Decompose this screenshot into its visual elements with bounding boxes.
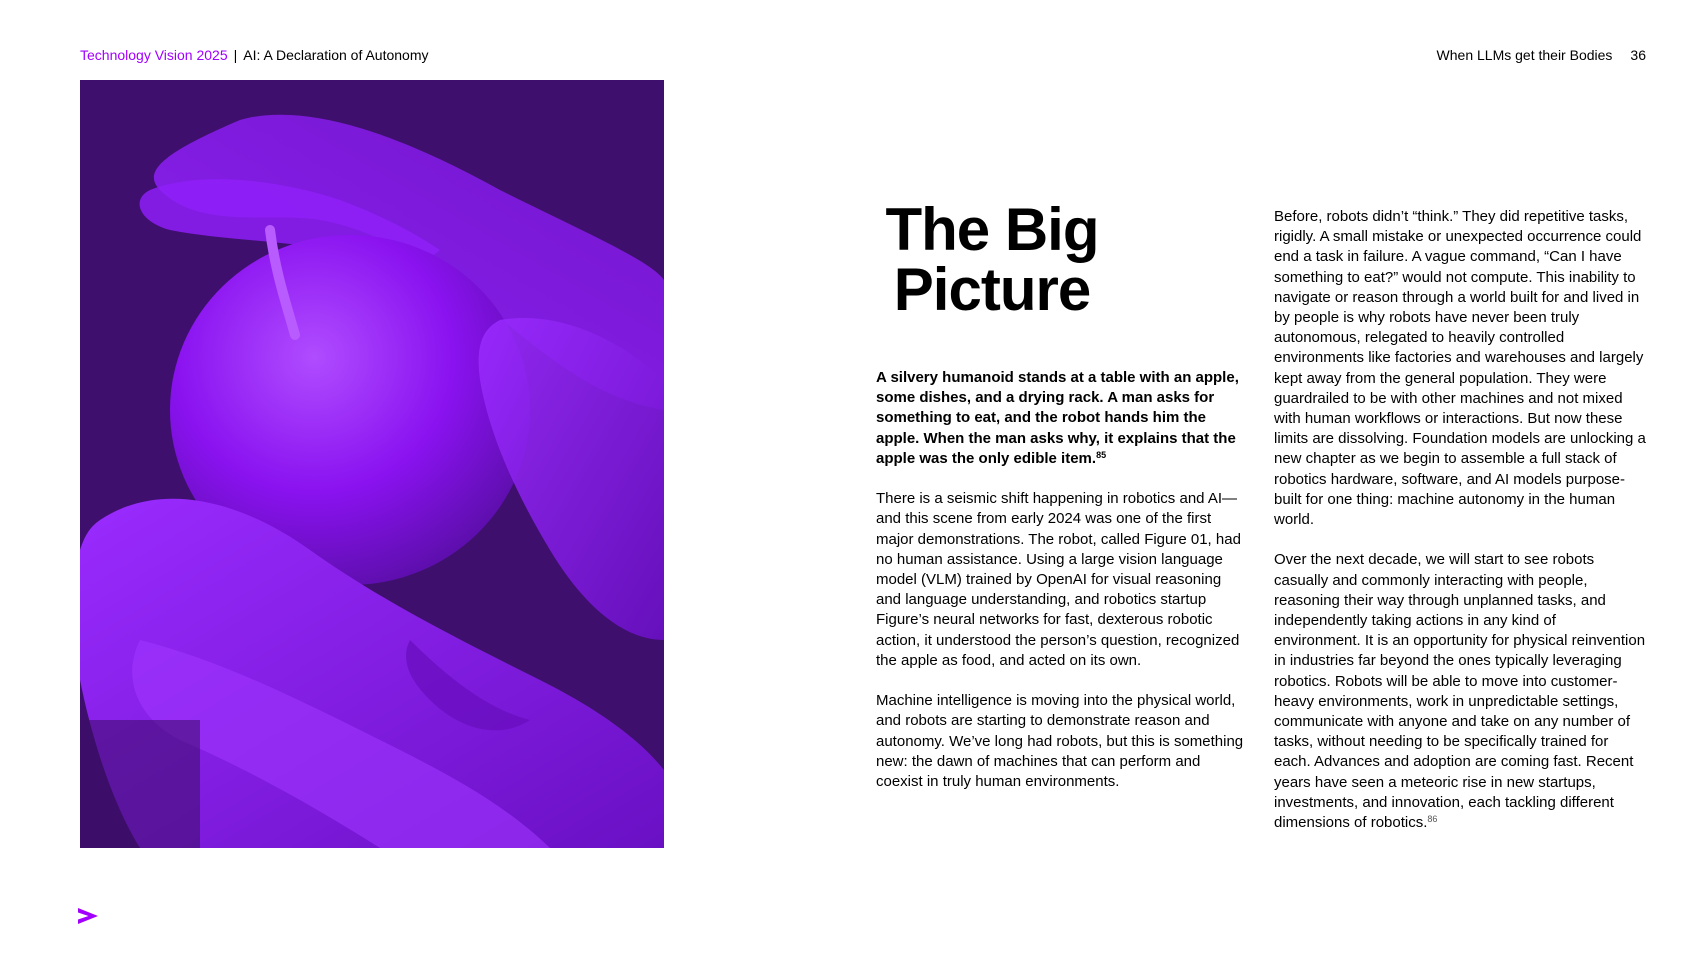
- running-header-right: [1437, 46, 1646, 64]
- body-paragraph: Before, robots didn’t “think.” They did repetitive tasks, rigidly. A small mistake or unexpected occurrence could end a task in failure. A vague command, “Can I have something to eat?” would not compute. This inability to navigate or reason through a world built for and lived in by people is why robots have never been truly autonomous, relegated to heavily controlled environments like factories and warehouses and largely kept away from the general population. They were guardrailed to be with other machines and not mixed with human workflows or interactions. But now these limits are dissolving. Foundation models are unlocking a new chapter as we begin to assemble a full stack of robotics hardware, software, and AI models purpose-built for one thing: machine autonomy in the human world.: [1274, 208, 1646, 529]
- section-title: When LLMs get their Bodies: [1436, 47, 1613, 63]
- footnote-ref[interactable]: 86: [1427, 814, 1438, 825]
- hero-photo: [80, 80, 664, 848]
- header-separator: |: [233, 47, 238, 63]
- body-text: Over the next decade, we will start to see robots casually and commonly interacting with people, reasoning their way through unplanned tasks, and independently taking actions in any kind of environment. It is an opportunity for physical reinvention in industries far beyond the ones typically leveraging robotics. Robots will be able to move into customer-heavy environments, work in unpredictable settings, communicate with anyone and take on any number of tasks, without needing to be specifically trained for each. Advances and adoption are coming fast. Recent years have seen a meteoric rise in new startups, investments, and innovation, each tackling different dimensions of robotics.: [1274, 551, 1646, 832]
- photo-hands-apple: [80, 80, 664, 848]
- lead-text: A silvery humanoid stands at a table with an apple, some dishes, and a drying rack. A man asks for something to eat, and the robot hands him the apple. When the man asks why, it explains that the apple was the only edible item.: [876, 369, 1239, 467]
- publication-title: Technology Vision 2025: [80, 47, 228, 63]
- running-header: [80, 46, 429, 64]
- page-title: [862, 196, 1122, 323]
- footnote-ref[interactable]: 85: [1096, 449, 1107, 460]
- publication-subtitle: AI: A Declaration of Autonomy: [243, 47, 429, 63]
- title-line-1: The Big: [885, 196, 1099, 263]
- title-line-2: Picture: [893, 256, 1091, 323]
- body-paragraph: There is a seismic shift happening in robotics and AI—and this scene from early 2024 was one of the first major demonstrations. The robot, called Figure 01, had no human assistance. Using a large vision language model (VLM) trained by OpenAI for visual reasoning and language understanding, and robotics startup Figure’s neural networks for fast, dexterous robotic action, it understood the person’s question, recognized the apple as food, and acted on its own.: [876, 490, 1241, 669]
- article-column-right: [1274, 207, 1646, 853]
- body-paragraph: Machine intelligence is moving into the physical world, and robots are starting to demonstrate reason and autonomy. We’ve long had robots, but this is something new: the dawn of machines that can perform and coexist in truly human environments.: [876, 692, 1244, 791]
- article-column-left: [876, 368, 1248, 812]
- accenture-chevron-icon: [76, 904, 100, 928]
- page-number: 36: [1630, 47, 1646, 63]
- lead-paragraph: [876, 368, 1248, 469]
- body-paragraph: [1274, 550, 1646, 833]
